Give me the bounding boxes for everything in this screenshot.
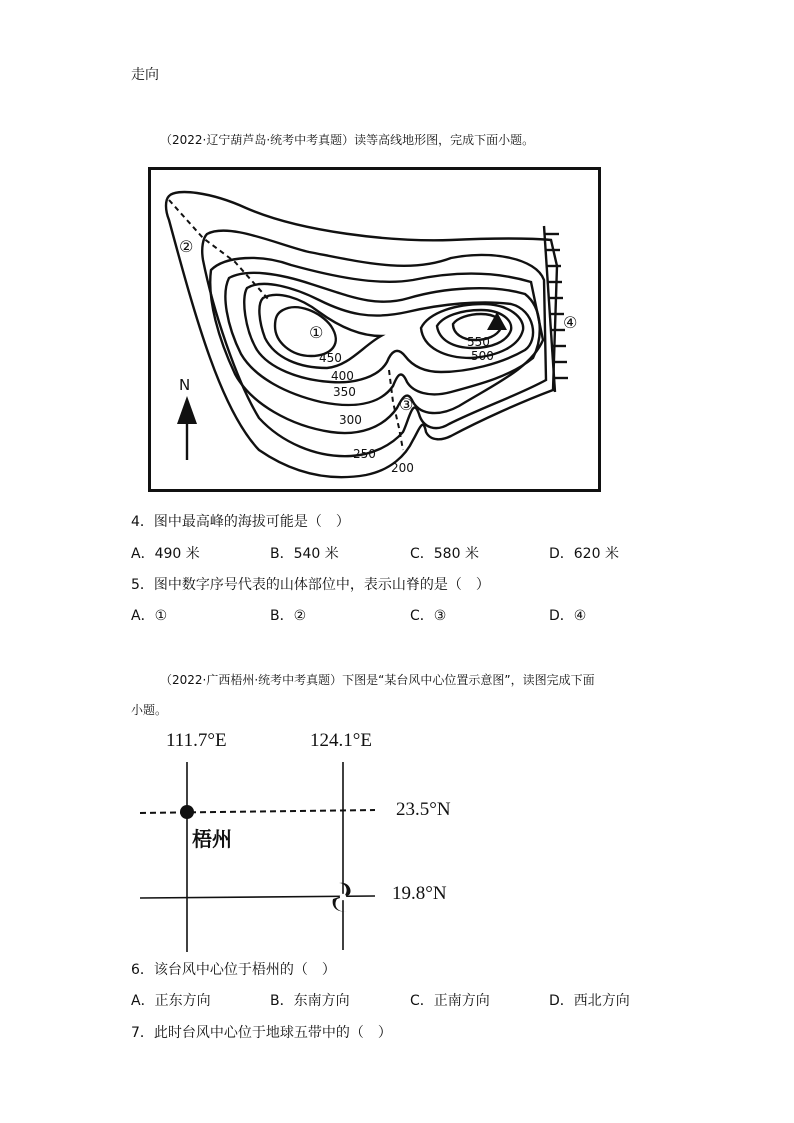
contour-map-svg bbox=[151, 170, 598, 489]
q6-option-c[interactable]: C．正南方向 bbox=[410, 993, 490, 1009]
label-300: 300 bbox=[339, 413, 362, 427]
wuzhou-dot-icon bbox=[180, 805, 194, 819]
q5-option-d[interactable]: D．④ bbox=[549, 608, 587, 624]
lon-label-2: 124.1°E bbox=[310, 730, 372, 751]
q4-stem: 4．图中最高峰的海拔可能是（ ） bbox=[131, 514, 350, 530]
label-500: 500 bbox=[471, 349, 494, 363]
label-550: 550 bbox=[467, 335, 490, 349]
label-450: 450 bbox=[319, 351, 342, 365]
q6-stem: 6．该台风中心位于梧州的（ ） bbox=[131, 962, 336, 978]
q4-option-a[interactable]: A．490 米 bbox=[131, 546, 200, 562]
label-400: 400 bbox=[331, 369, 354, 383]
q5-stem: 5．图中数字序号代表的山体部位中，表示山脊的是（ ） bbox=[131, 577, 490, 593]
q4-option-b[interactable]: B．540 米 bbox=[270, 546, 339, 562]
q7-stem: 7．此时台风中心位于地球五带中的（ ） bbox=[131, 1025, 392, 1041]
intro-2-line-2: 小题。 bbox=[131, 703, 168, 717]
q5-option-a[interactable]: A．① bbox=[131, 608, 168, 624]
north-label: N bbox=[179, 376, 191, 394]
q4-option-d[interactable]: D．620 米 bbox=[549, 546, 619, 562]
label-200: 200 bbox=[391, 461, 414, 475]
label-350: 350 bbox=[333, 385, 356, 399]
marker-1: ① bbox=[309, 323, 324, 342]
marker-3: ③ bbox=[399, 395, 414, 414]
q4-option-c[interactable]: C．580 米 bbox=[410, 546, 479, 562]
contour-inner-west bbox=[275, 307, 336, 356]
q5-option-b[interactable]: B．② bbox=[270, 608, 307, 624]
lon-label-1: 111.7°E bbox=[166, 730, 227, 751]
q5-option-c[interactable]: C．③ bbox=[410, 608, 447, 624]
contour-400 bbox=[244, 284, 533, 382]
lat-label-1: 23.5°N bbox=[396, 799, 451, 820]
parallel-23-5 bbox=[140, 810, 375, 813]
contour-lines bbox=[166, 192, 557, 477]
q6-option-d[interactable]: D．西北方向 bbox=[549, 993, 630, 1009]
lat-label-2: 19.8°N bbox=[392, 883, 447, 904]
city-label: 梧州 bbox=[192, 829, 232, 851]
label-250: 250 bbox=[353, 447, 376, 461]
north-arrow-icon bbox=[177, 396, 197, 460]
intro-2-line-1: （2022·广西梧州·统考中考真题）下图是“某台风中心位置示意图”，读图完成下面 bbox=[160, 673, 595, 687]
typhoon-diagram bbox=[130, 722, 470, 954]
q6-option-a[interactable]: A．正东方向 bbox=[131, 993, 211, 1009]
top-line: 走向 bbox=[131, 67, 159, 83]
q6-option-b[interactable]: B．东南方向 bbox=[270, 993, 350, 1009]
marker-4: ④ bbox=[563, 313, 578, 332]
intro-1: （2022·辽宁葫芦岛·统考中考真题）读等高线地形图，完成下面小题。 bbox=[160, 133, 535, 147]
marker-2: ② bbox=[179, 237, 194, 256]
contour-map bbox=[148, 167, 601, 492]
